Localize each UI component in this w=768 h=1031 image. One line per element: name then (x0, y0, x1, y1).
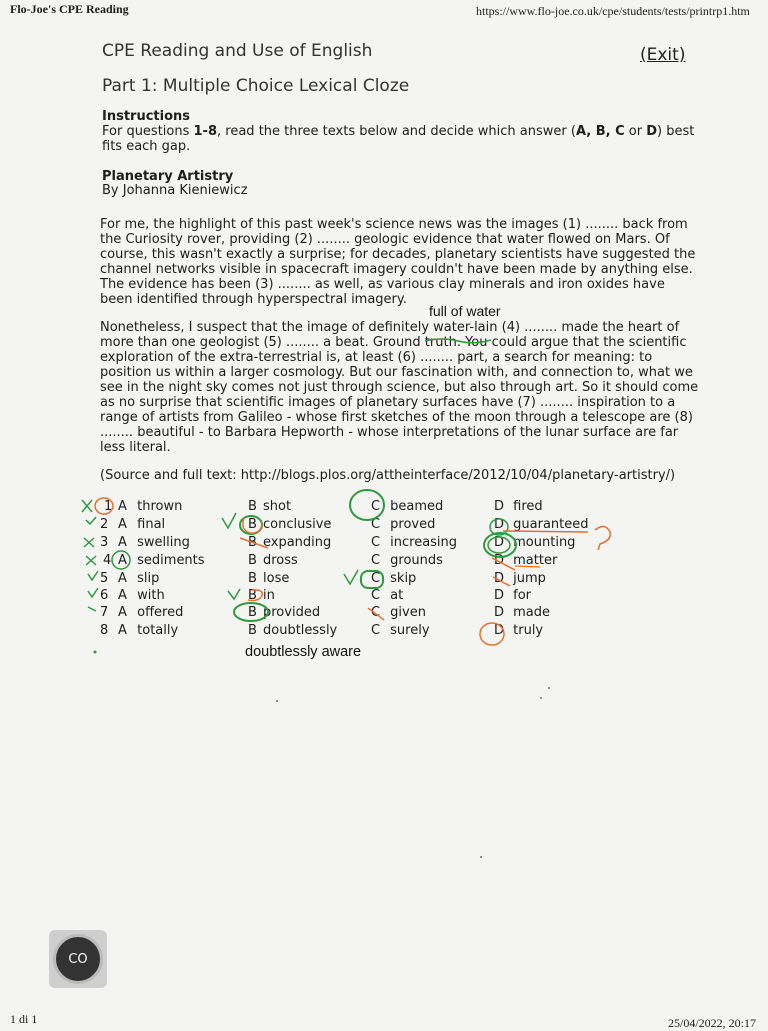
option-letter: A (118, 571, 127, 586)
green-check-mark (228, 589, 240, 599)
option-letter: D (494, 605, 505, 620)
option-d[interactable] (494, 623, 543, 638)
option-letter: D (494, 623, 505, 638)
green-check-mark (86, 517, 96, 524)
question-number: 7 (100, 605, 109, 620)
article-paragraph-2 (100, 320, 700, 455)
option-d[interactable] (494, 499, 543, 514)
option-letter: C (371, 623, 381, 638)
option-a[interactable] (118, 517, 165, 532)
paragraph-2-before: Nonetheless, I suspect that the image of definitely (100, 320, 434, 335)
option-text: swelling (137, 535, 190, 550)
option-letter: D (494, 517, 505, 532)
option-c[interactable] (371, 588, 403, 603)
option-text: matter (513, 553, 558, 568)
option-text: increasing (390, 535, 458, 550)
option-c[interactable] (371, 571, 416, 586)
option-text: thrown (137, 499, 183, 514)
instructions-heading: Instructions (102, 109, 191, 124)
option-text: offered (137, 605, 184, 620)
handwritten-note-doubtless: doubtlessly aware (245, 644, 362, 660)
option-letter: A (118, 535, 127, 550)
option-b[interactable] (248, 535, 331, 550)
option-letter: B (248, 517, 257, 532)
instructions-text (102, 124, 702, 154)
question-number: 4 (103, 553, 112, 568)
option-letter: A (118, 623, 127, 638)
paragraph-2-term: water-lain (433, 320, 498, 335)
question-number: 2 (100, 517, 109, 532)
option-letter: D (494, 535, 505, 550)
option-d[interactable] (494, 571, 546, 586)
option-b[interactable] (248, 571, 289, 586)
option-a[interactable] (118, 571, 159, 586)
option-c[interactable] (371, 517, 435, 532)
option-text: dross (263, 553, 298, 568)
question-number: 1 (104, 499, 113, 514)
option-letter: B (248, 553, 257, 568)
paragraph-2-after: (4) ........ made the heart of more than one geologist (5) ........ a beat. Ground truth. You could argue that the scientific exploration of the extra-terrestrial is, at least (6) ........ part, a search for meaning: to position us within a larger cosmology. But our fascination with, and connection to, what we see in the night sky comes not just through science, but also through art. So it should come as no surprise that scientific images of planetary surfaces have (7) ........ inspiration to a range of artists from Galileo - whose first sketches of the moon through a telescope are (8) ........ beautiful - to Barbara Hepworth - whose interpretations of the lunar surface are far less literal. (100, 320, 699, 455)
option-c[interactable] (371, 605, 426, 620)
option-d[interactable] (494, 517, 589, 532)
option-text: guaranteed (513, 517, 589, 532)
option-text: fired (513, 499, 543, 514)
option-text: proved (390, 517, 436, 532)
option-text: for (513, 588, 532, 603)
speck (540, 697, 542, 699)
option-b[interactable] (248, 623, 337, 638)
option-b[interactable] (248, 605, 320, 620)
option-letter: C (371, 535, 381, 550)
exit-link[interactable] (640, 45, 685, 65)
option-text: surely (390, 623, 430, 638)
orange-question-mark (595, 526, 610, 550)
option-letter: A (118, 588, 127, 603)
option-letter: C (371, 571, 381, 586)
option-text: lose (263, 571, 290, 586)
option-a[interactable] (118, 499, 182, 514)
option-text: grounds (390, 553, 443, 568)
option-text: skip (390, 571, 417, 586)
article-title: Planetary Artistry (102, 169, 234, 184)
option-letter: B (248, 623, 257, 638)
option-c[interactable] (371, 535, 457, 550)
option-letter: D (494, 499, 505, 514)
option-text: provided (263, 605, 321, 620)
option-text: jump (513, 571, 546, 586)
option-text: expanding (263, 535, 332, 550)
green-cross-mark (84, 538, 94, 547)
option-b[interactable] (248, 553, 298, 568)
speck (548, 687, 550, 689)
option-a[interactable] (118, 588, 165, 603)
instructions-or: or (624, 124, 647, 139)
option-d[interactable] (494, 605, 550, 620)
option-text: made (513, 605, 551, 620)
green-underline-mark (424, 336, 492, 344)
browser-page-title: Flo-Joe's CPE Reading (10, 2, 129, 16)
instructions-range: 1-8 (193, 124, 218, 139)
option-text: totally (137, 623, 179, 638)
option-letter: D (494, 588, 505, 603)
instructions-text-mid: , read the three texts below and decide which answer ( (217, 124, 576, 139)
option-letter: B (248, 605, 257, 620)
option-text: final (137, 517, 166, 532)
option-a[interactable] (118, 605, 183, 620)
option-letter: A (118, 499, 127, 514)
instructions-text-after: ) best fits each gap. (102, 124, 695, 154)
print-date: 25/04/2022, 20:17 (668, 1016, 757, 1030)
green-cross-mark (82, 500, 92, 512)
option-letter: B (248, 499, 257, 514)
option-d[interactable] (494, 588, 531, 603)
option-b[interactable] (248, 499, 291, 514)
option-text: with (137, 588, 165, 603)
option-letter: C (371, 499, 381, 514)
option-text: at (390, 588, 404, 603)
co-button[interactable] (53, 934, 103, 984)
option-letter: A (118, 605, 127, 620)
option-c[interactable] (371, 623, 430, 638)
article-byline: By Johanna Kieniewicz (102, 183, 248, 198)
option-a[interactable] (118, 623, 178, 638)
option-text: slip (137, 571, 160, 586)
option-c[interactable] (371, 499, 443, 514)
green-dot-mark (94, 651, 97, 654)
browser-url: https://www.flo-joe.co.uk/cpe/students/tests/printrp1.htm (476, 4, 750, 18)
part-title: Part 1: Multiple Choice Lexical Cloze (102, 76, 410, 96)
option-text: mounting (513, 535, 576, 550)
article-paragraph-1: For me, the highlight of this past week's science news was the images (1) ........ back from the Curiosity rover, providing (2) ........ geologic evidence that water flowed on Mars. Of course, this wasn't exactly a surprise; for decades, planetary scientists have suggested the channel networks visible in spacecraft imagery couldn't have been made by anything else. The evidence has been (3) ........ as well, as various clay minerals and iron oxides have been identified through hyperspectral imagery. (100, 217, 696, 307)
option-text: given (390, 605, 426, 620)
option-letter: C (371, 517, 381, 532)
question-number: 6 (100, 588, 109, 603)
green-check-mark (344, 570, 358, 584)
exit-link-text[interactable]: (Exit) (640, 45, 686, 65)
question-number: 3 (100, 535, 109, 550)
option-d[interactable] (494, 553, 557, 568)
source-text: (Source and full text: http://blogs.plos.org/attheinterface/2012/10/04/planetary-artistry/) (100, 468, 676, 483)
option-b[interactable] (248, 588, 275, 603)
option-a[interactable] (118, 553, 205, 568)
option-letter: A (118, 517, 127, 532)
green-dash-mark (88, 607, 96, 611)
option-letter: D (494, 571, 505, 586)
green-check-mark (88, 588, 98, 597)
green-cross-mark (86, 556, 96, 565)
option-d[interactable] (494, 535, 575, 550)
option-letter: B (248, 535, 257, 550)
co-button-label: CO (68, 951, 88, 967)
option-letter: A (118, 553, 127, 568)
option-text: in (263, 588, 275, 603)
option-text: beamed (390, 499, 444, 514)
handwritten-note-water: full of water (429, 303, 501, 319)
green-check-mark (88, 571, 98, 580)
option-letter: C (371, 553, 381, 568)
option-c[interactable] (371, 553, 443, 568)
instructions-letter-d: D (646, 124, 658, 139)
page-title: CPE Reading and Use of English (102, 41, 373, 61)
option-b[interactable] (248, 517, 331, 532)
option-text: sediments (137, 553, 205, 568)
option-a[interactable] (118, 535, 190, 550)
page-count: 1 di 1 (10, 1012, 38, 1026)
question-number: 5 (100, 571, 109, 586)
instructions-text-before: For questions (102, 124, 194, 139)
option-text: doubtlessly (263, 623, 338, 638)
option-letter: D (494, 553, 505, 568)
question-number: 8 (100, 623, 109, 638)
instructions-letters: A, B, C (575, 124, 625, 139)
option-letter: B (248, 588, 257, 603)
option-letter: C (371, 605, 381, 620)
green-check-mark (222, 513, 236, 528)
option-letter: C (371, 588, 381, 603)
option-text: shot (263, 499, 292, 514)
option-letter: B (248, 571, 257, 586)
option-text: truly (513, 623, 544, 638)
speck (480, 856, 482, 858)
option-text: conclusive (263, 517, 332, 532)
speck (276, 700, 278, 702)
